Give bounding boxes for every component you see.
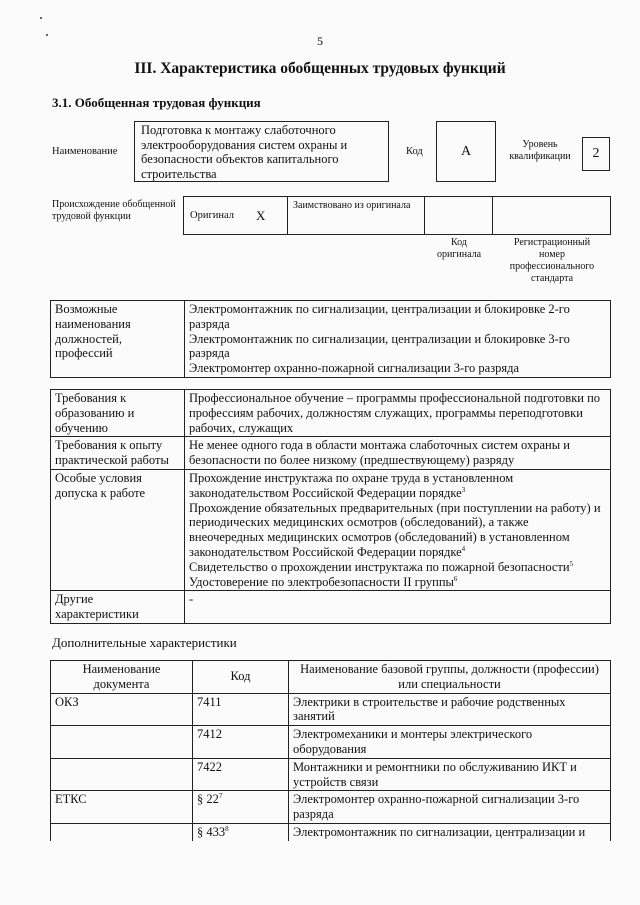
subsection-title: 3.1. Обобщенная трудовая функция [52, 95, 261, 110]
origin-label: Происхождение обобщенной трудовой функции [52, 199, 176, 222]
reg-number-caption: Регистрационный номер профессионального стандарта [509, 237, 595, 284]
group-name-cell: Электромонтажник по сигнализации, централизации и [289, 823, 611, 840]
footnote-ref: 6 [453, 574, 458, 583]
function-name-box [134, 121, 389, 182]
doc-cell [51, 823, 193, 840]
section-title: III. Характеристика обобщенных трудовых функций [134, 60, 506, 77]
page-number: 5 [317, 34, 323, 48]
header-code: Код [193, 661, 289, 694]
code-cell: § $22^7$ [193, 791, 289, 824]
additional-title: Дополнительные характеристики [52, 635, 237, 650]
reg-number-cell [493, 197, 610, 234]
borrowed-cell [288, 197, 425, 234]
footnote-ref: 4 [461, 544, 466, 553]
header-document: Наименование документа [51, 661, 193, 694]
code-value: А [460, 143, 472, 159]
admission-line: Удостоверение по электробезопасности II группы$^6$ [189, 574, 458, 589]
code-cell: § $433^8$ [193, 823, 289, 840]
requirement-row-experience [51, 437, 611, 470]
doc-cell [51, 758, 193, 791]
table-row [51, 726, 611, 759]
doc-cell: ОКЗ [51, 693, 193, 726]
requirement-value: Профессиональное обучение – программы профессиональной подготовки по профессиям рабочих, должностям служащих, программы переподготовки рабочих, служащих [185, 390, 611, 437]
code-cell: 7411 [193, 693, 289, 726]
requirement-value: Не менее одного года в области монтажа слаботочных систем охраны и безопасности по более низкому (предшествующему) разряду [185, 437, 611, 470]
level-label: Уровень квалификации [509, 139, 571, 162]
group-name-cell: Монтажники и ремонтники по обслуживанию ИКТ и устройств связи [289, 758, 611, 791]
code-box [436, 121, 496, 182]
original-mark: X [256, 207, 266, 223]
requirement-label: Требования к образованию и обучению [51, 390, 185, 437]
requirement-row-education [51, 390, 611, 437]
original-cell [184, 197, 288, 234]
scan-speck [40, 17, 42, 19]
code-cell: 7412 [193, 726, 289, 759]
position-value: Электромонтажник по сигнализации, централизации и блокировке 3-го разряда [189, 331, 570, 361]
code-original-cell [425, 197, 493, 234]
requirement-row-other [51, 591, 611, 624]
footnote-ref: 3 [461, 485, 466, 494]
position-value: Электромонтер охранно-пожарной сигнализации 3-го разряда [189, 361, 520, 376]
table-row [51, 758, 611, 791]
doc-cell: ЕТКС [51, 791, 193, 824]
requirement-value: - [185, 591, 611, 624]
group-name-cell: Электромеханики и монтеры электрического оборудования [289, 726, 611, 759]
code-label: Код [406, 146, 423, 157]
origin-row [183, 196, 611, 235]
admission-line: Прохождение инструктажа по охране труда в установленном законодательством Российской Федерации порядке$^3$ [189, 470, 514, 500]
function-name-value: Подготовка к монтажу слаботочного электрооборудования систем охраны и безопасности объектов капитального строительства [141, 123, 348, 181]
code-cell: 7422 [193, 758, 289, 791]
position-value: Электромонтажник по сигнализации, централизации и блокировке 2-го разряда [189, 302, 570, 331]
positions-values [185, 301, 611, 378]
level-value: 2 [592, 146, 600, 161]
requirements-table [50, 389, 611, 624]
original-label: Оригинал [190, 210, 234, 221]
doc-cell [51, 726, 193, 759]
table-row [51, 693, 611, 726]
table-row [51, 791, 611, 824]
group-name-cell: Электрики в строительстве и рабочие родственных занятий [289, 693, 611, 726]
table-row [51, 823, 611, 840]
requirement-label: Другие характеристики [51, 591, 185, 624]
group-name-cell: Электромонтер охранно-пожарной сигнализации 3-го разряда [289, 791, 611, 824]
requirement-label: Особые условия допуска к работе [51, 469, 185, 590]
borrowed-label: Заимствовано из оригинала [293, 200, 411, 211]
requirement-row-admission [51, 469, 611, 590]
footnote-ref: 5 [569, 559, 574, 568]
positions-label: Возможные наименования должностей, профессий [51, 301, 185, 378]
admission-line: Свидетельство о прохождении инструктажа по пожарной безопасности$^5$ [189, 559, 574, 574]
level-box [582, 137, 610, 171]
name-label: Наименование [52, 146, 118, 157]
positions-table [50, 300, 611, 378]
requirement-value [185, 469, 611, 590]
header-group-name: Наименование базовой группы, должности (профессии) или специальности [289, 661, 611, 694]
code-original-caption: Код оригинала [436, 237, 482, 260]
additional-header-row [51, 661, 611, 694]
admission-line: Прохождение обязательных предварительных (при поступлении на работу) и периодических медицинских осмотров (обследований), а также внеочередных медицинских осмотров (обследований) в установленном законодательством Российской Федерации порядке$^4$ [189, 500, 601, 559]
requirement-label: Требования к опыту практической работы [51, 437, 185, 470]
additional-table [50, 660, 611, 841]
